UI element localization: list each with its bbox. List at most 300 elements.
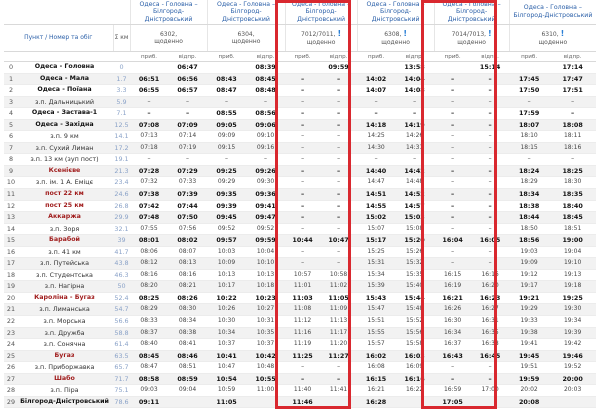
arrival-time: 09:09 — [207, 131, 246, 143]
row-index: 22 — [4, 316, 16, 328]
departure-time: 10:58 — [320, 269, 357, 281]
departure-time: – — [471, 96, 509, 108]
arrival-time: 10:09 — [207, 258, 246, 270]
table-row — [4, 131, 596, 143]
station-name-link[interactable]: пост 22 км — [16, 189, 113, 201]
arrival-time: 07:42 — [130, 200, 168, 212]
departure-time: – — [320, 154, 357, 166]
departure-time: – — [471, 165, 509, 177]
station-name-link[interactable]: Бугаз — [16, 350, 113, 362]
row-index: 21 — [4, 304, 16, 316]
arrival-time: 09:52 — [207, 223, 246, 235]
arrival-time: 11:03 — [285, 292, 320, 304]
departure-time: 09:59 — [320, 62, 357, 74]
train-route-title[interactable]: Одеса - Головна – Білгород-Дністровський — [509, 0, 596, 25]
arrival-time: 08:29 — [130, 304, 168, 316]
station-name-link[interactable]: з.п. Дружба — [16, 327, 113, 339]
station-name-link[interactable]: з.п. Приборжавка — [16, 362, 113, 374]
arrival-time — [285, 62, 320, 74]
arrival-time: 11:25 — [285, 350, 320, 362]
station-name-link[interactable]: Кароліна - Бугаз — [16, 292, 113, 304]
departure-time: 15:44 — [395, 292, 434, 304]
km-value: 19.1 — [113, 154, 130, 166]
km-value: 41.7 — [113, 246, 130, 258]
arrival-time: 10:57 — [285, 269, 320, 281]
km-value: 50 — [113, 281, 130, 293]
train-route-title[interactable]: Одеса - Головна – Білгород-Дністровський — [434, 0, 509, 25]
km-value: 58.8 — [113, 327, 130, 339]
arrival-time: – — [285, 373, 320, 385]
arrival-time — [434, 62, 471, 74]
departure-time: 14:57 — [395, 200, 434, 212]
train-route-title[interactable]: Одеса - Головна – Білгород-Дністровський — [285, 0, 357, 25]
row-index: 25 — [4, 350, 16, 362]
arrival-time: – — [285, 131, 320, 143]
departure-time: 10:35 — [246, 327, 285, 339]
departure-time: – — [320, 73, 357, 85]
departure-time: 16:05 — [471, 235, 509, 247]
departure-time: 17:00 — [471, 385, 509, 397]
departure-time: 15:35 — [395, 269, 434, 281]
departure-time: 14:52 — [395, 189, 434, 201]
arrival-label: приб. — [285, 52, 320, 62]
station-name-link[interactable]: з.п. Сухий Лиман — [16, 142, 113, 154]
station-name-link[interactable]: Одеса - Мала — [16, 73, 113, 85]
station-name-link[interactable]: пост 25 км — [16, 200, 113, 212]
arrival-time: 15:47 — [357, 304, 395, 316]
km-column-header: Σ км — [113, 25, 130, 52]
km-value: 3.3 — [113, 85, 130, 97]
arrival-time: 09:03 — [130, 385, 168, 397]
departure-time: 08:48 — [246, 85, 285, 97]
departure-time: 11:09 — [320, 304, 357, 316]
departure-time: 08:30 — [168, 304, 207, 316]
station-name-link[interactable]: Аккаржа — [16, 212, 113, 224]
arrival-time: 09:05 — [207, 119, 246, 131]
arrival-time: 11:12 — [285, 316, 320, 328]
departure-time: 20:00 — [549, 373, 596, 385]
arrival-time: 06:51 — [130, 73, 168, 85]
arrival-time: – — [434, 373, 471, 385]
station-name-link[interactable]: з.п. 9 км — [16, 131, 113, 143]
arrival-time: 09:29 — [207, 177, 246, 189]
departure-time: 16:03 — [395, 350, 434, 362]
departure-time: 08:34 — [168, 316, 207, 328]
station-name-link[interactable]: з.п. Студентська — [16, 269, 113, 281]
departure-time: 16:20 — [471, 281, 509, 293]
departure-time: 10:18 — [246, 281, 285, 293]
arrival-time: – — [434, 96, 471, 108]
departure-label: відпр. — [168, 52, 207, 62]
departure-time: 18:25 — [549, 165, 596, 177]
departure-time: 17:14 — [549, 62, 596, 74]
arrival-time: – — [285, 200, 320, 212]
departure-time: 15:03 — [395, 212, 434, 224]
km-value: 46.3 — [113, 269, 130, 281]
arrival-time: 08:12 — [130, 258, 168, 270]
arrival-time: 19:21 — [509, 292, 549, 304]
arrival-time: 16:34 — [434, 327, 471, 339]
departure-time: 09:59 — [246, 235, 285, 247]
station-name-link[interactable]: Одеса - Головна — [16, 62, 113, 74]
station-name-link[interactable]: з.п. Путейська — [16, 258, 113, 270]
km-value: 26.8 — [113, 200, 130, 212]
arrival-time: 06:55 — [130, 85, 168, 97]
departure-time: 10:23 — [246, 292, 285, 304]
row-index: 0 — [4, 62, 16, 74]
arrival-time: – — [130, 108, 168, 120]
table-row — [4, 258, 596, 270]
arrival-label: приб. — [207, 52, 246, 62]
arrival-time: 11:16 — [285, 327, 320, 339]
blank-cell — [4, 52, 130, 62]
departure-time: 09:06 — [246, 119, 285, 131]
arrival-time: 09:39 — [207, 200, 246, 212]
info-icon[interactable]: ! — [337, 29, 342, 39]
info-icon[interactable]: ! — [403, 29, 407, 39]
train-number-header-row — [4, 25, 596, 52]
arrival-time: 18:24 — [509, 165, 549, 177]
arrival-time — [509, 62, 549, 74]
table-row — [4, 281, 596, 293]
train-route-header-row — [4, 0, 596, 25]
info-icon[interactable]: ! — [560, 29, 565, 39]
arrival-time: 17:45 — [509, 73, 549, 85]
station-name-link[interactable]: Білгород-Дністровський — [16, 396, 113, 408]
departure-time: 16:35 — [471, 327, 509, 339]
arrival-time: 07:08 — [130, 119, 168, 131]
arrival-time: 19:45 — [509, 350, 549, 362]
row-index: 29 — [4, 396, 16, 408]
arrival-time: 14:51 — [357, 189, 395, 201]
arrival-time: – — [434, 131, 471, 143]
departure-time: 11:27 — [320, 350, 357, 362]
station-name-link[interactable]: з.п. Сонячна — [16, 339, 113, 351]
arrival-time: 10:03 — [207, 246, 246, 258]
departure-time: 08:13 — [168, 258, 207, 270]
departure-time: – — [320, 165, 357, 177]
departure-time: 18:30 — [549, 177, 596, 189]
train-regime: щоденно — [306, 38, 336, 46]
arrival-time: – — [285, 258, 320, 270]
km-value: 71.7 — [113, 373, 130, 385]
km-value: 78.6 — [113, 396, 130, 408]
arrival-time: 16:04 — [434, 235, 471, 247]
arrival-time: 14:25 — [357, 131, 395, 143]
arrival-time — [207, 62, 246, 74]
departure-time: 14:42 — [395, 165, 434, 177]
km-value: 17.2 — [113, 142, 130, 154]
departure-time: 06:56 — [168, 73, 207, 85]
arrival-time: 16:26 — [434, 304, 471, 316]
departure-time: 09:26 — [246, 165, 285, 177]
row-index: 23 — [4, 327, 16, 339]
departure-time — [549, 396, 596, 408]
arrival-time: – — [434, 258, 471, 270]
arrival-time: 15:31 — [357, 258, 395, 270]
arrival-time: 08:43 — [207, 73, 246, 85]
table-row — [4, 108, 596, 120]
departure-time: 07:14 — [168, 131, 207, 143]
departure-time: 07:39 — [168, 189, 207, 201]
departure-time: – — [471, 142, 509, 154]
departure-time: – — [549, 96, 596, 108]
departure-time: 17:51 — [549, 85, 596, 97]
arrival-time: 14:47 — [357, 177, 395, 189]
arrival-time: 19:59 — [509, 373, 549, 385]
train-number: 6302, — [159, 30, 178, 38]
arrival-time: 19:17 — [509, 281, 549, 293]
departure-time: – — [549, 108, 596, 120]
table-row — [4, 212, 596, 224]
station-name-link[interactable]: Одеса - Поїана — [16, 85, 113, 97]
departure-time: 15:08 — [395, 223, 434, 235]
departure-time: – — [395, 108, 434, 120]
departure-time: – — [471, 119, 509, 131]
departure-time: 09:36 — [246, 189, 285, 201]
departure-time: 19:04 — [549, 246, 596, 258]
departure-label: відпр. — [549, 52, 596, 62]
arrival-time: 19:51 — [509, 362, 549, 374]
departure-time: – — [320, 373, 357, 385]
arrival-label: приб. — [130, 52, 168, 62]
arrival-time: – — [285, 85, 320, 97]
departure-time: – — [395, 154, 434, 166]
arrival-time: – — [434, 177, 471, 189]
row-index: 15 — [4, 235, 16, 247]
table-row — [4, 200, 596, 212]
departure-time: 09:10 — [246, 131, 285, 143]
departure-time: 14:04 — [395, 73, 434, 85]
station-name-link[interactable]: з.п. Піра — [16, 385, 113, 397]
arrival-time: 16:15 — [434, 269, 471, 281]
table-row — [4, 177, 596, 189]
info-icon[interactable]: ! — [487, 29, 492, 39]
station-name-link[interactable]: з.п. 41 км — [16, 246, 113, 258]
station-name-link[interactable]: Одеса - Застава-1 — [16, 108, 113, 120]
arrival-time: 07:13 — [130, 131, 168, 143]
departure-time: 08:26 — [168, 292, 207, 304]
departure-time: 18:11 — [549, 131, 596, 143]
arrival-time: – — [434, 362, 471, 374]
departure-time: 10:04 — [246, 246, 285, 258]
table-row — [4, 165, 596, 177]
arrival-time: 08:47 — [207, 85, 246, 97]
arrival-time: 19:03 — [509, 246, 549, 258]
departure-time: – — [320, 119, 357, 131]
schedule-table — [4, 0, 596, 408]
arrival-time: 19:38 — [509, 327, 549, 339]
table-row — [4, 154, 596, 166]
departure-time: 10:55 — [246, 373, 285, 385]
arrival-time: 11:08 — [285, 304, 320, 316]
train-number: 6308, — [384, 31, 402, 39]
arrival-time: 07:48 — [130, 212, 168, 224]
km-value: 1.7 — [113, 73, 130, 85]
departure-time: 10:27 — [246, 304, 285, 316]
departure-time: 13:58 — [395, 62, 434, 74]
departure-time: 10:13 — [246, 269, 285, 281]
departure-time: – — [320, 142, 357, 154]
arrival-time: – — [285, 177, 320, 189]
arrival-time: – — [434, 142, 471, 154]
departure-time — [168, 396, 207, 408]
table-row — [4, 246, 596, 258]
table-row — [4, 327, 596, 339]
arrival-time: – — [357, 154, 395, 166]
station-name-link[interactable]: Барабой — [16, 235, 113, 247]
arrival-time: 11:40 — [285, 385, 320, 397]
arrival-time: – — [285, 154, 320, 166]
station-name-link[interactable]: Шабо — [16, 373, 113, 385]
departure-time: 07:44 — [168, 200, 207, 212]
departure-time: 16:45 — [471, 350, 509, 362]
departure-time: 15:32 — [395, 258, 434, 270]
departure-time: 08:59 — [168, 373, 207, 385]
arrival-time: – — [434, 154, 471, 166]
station-name-link[interactable]: з.п. Нагірна — [16, 281, 113, 293]
schedule-rows — [4, 62, 596, 408]
arrival-time: – — [285, 73, 320, 85]
departure-time: 07:09 — [168, 119, 207, 131]
departure-time: 08:46 — [168, 350, 207, 362]
station-name-link[interactable]: з.п. Морська — [16, 316, 113, 328]
departure-time: 20:03 — [549, 385, 596, 397]
departure-time: 15:58 — [395, 339, 434, 351]
departure-time: 15:56 — [395, 327, 434, 339]
table-row — [4, 73, 596, 85]
departure-time: 19:25 — [549, 292, 596, 304]
departure-time: 06:57 — [168, 85, 207, 97]
arrival-label: приб. — [434, 52, 471, 62]
arrival-time: 10:44 — [285, 235, 320, 247]
departure-label: відпр. — [395, 52, 434, 62]
arrival-time: 14:02 — [357, 73, 395, 85]
departure-time: 09:52 — [246, 223, 285, 235]
arrival-time: 08:45 — [130, 350, 168, 362]
departure-time: – — [320, 223, 357, 235]
table-row — [4, 292, 596, 304]
arrival-time: 10:41 — [207, 350, 246, 362]
km-value: 43.8 — [113, 258, 130, 270]
train-regime: щоденно — [381, 38, 410, 46]
departure-time: 11:20 — [320, 339, 357, 351]
arrival-time: 18:07 — [509, 119, 549, 131]
arrival-time: 16:30 — [434, 316, 471, 328]
station-name-link[interactable]: з.п. Дальницький — [16, 96, 113, 108]
departure-time: – — [471, 189, 509, 201]
arrival-time: 09:57 — [207, 235, 246, 247]
departure-time: – — [320, 200, 357, 212]
arrival-time: – — [434, 200, 471, 212]
arrival-time: 17:05 — [434, 396, 471, 408]
departure-time: 14:48 — [395, 177, 434, 189]
departure-time: – — [471, 200, 509, 212]
arrival-time: 10:26 — [207, 304, 246, 316]
arrival-time: 09:11 — [130, 396, 168, 408]
arrival-time: 15:43 — [357, 292, 395, 304]
station-name-link[interactable]: з.п. ім. 1 А. Еміцє — [16, 177, 113, 189]
arrival-time: 11:01 — [285, 281, 320, 293]
km-value: 65.7 — [113, 362, 130, 374]
arrival-time: 08:16 — [130, 269, 168, 281]
departure-time: 15:20 — [395, 235, 434, 247]
table-row — [4, 189, 596, 201]
table-row — [4, 96, 596, 108]
station-name-link[interactable]: з.п. Лиманська — [16, 304, 113, 316]
arrival-time: – — [285, 142, 320, 154]
departure-time: – — [549, 154, 596, 166]
km-value: 61.4 — [113, 339, 130, 351]
arrival-time: 19:12 — [509, 269, 549, 281]
station-name-link[interactable]: з.п. 13 км (зуп пост) — [16, 154, 113, 166]
row-index: 14 — [4, 223, 16, 235]
arrival-time: 15:17 — [357, 235, 395, 247]
arrival-time: 07:18 — [130, 142, 168, 154]
departure-time: 18:40 — [549, 200, 596, 212]
train-route-title[interactable]: Одеса - Головна – Білгород-Дністровський — [130, 0, 207, 25]
arrival-time: 08:58 — [130, 373, 168, 385]
arrival-time: – — [434, 246, 471, 258]
arrival-time: – — [130, 96, 168, 108]
row-index: 24 — [4, 339, 16, 351]
arrival-time: 08:37 — [130, 327, 168, 339]
arrival-time: 10:47 — [207, 362, 246, 374]
departure-time: 15:48 — [395, 304, 434, 316]
table-row — [4, 235, 596, 247]
row-index: 28 — [4, 385, 16, 397]
departure-time: – — [168, 96, 207, 108]
train-route-title[interactable]: Одеса - Головна – Білгород-Дністровський — [357, 0, 434, 25]
departure-time: – — [168, 108, 207, 120]
row-index: 4 — [4, 108, 16, 120]
departure-time: 16:23 — [471, 292, 509, 304]
departure-time: 15:52 — [395, 316, 434, 328]
arrival-time: – — [357, 108, 395, 120]
arrival-time: 16:21 — [357, 385, 395, 397]
arrival-time: 11:19 — [285, 339, 320, 351]
departure-time: 09:30 — [246, 177, 285, 189]
departure-time: 08:38 — [168, 327, 207, 339]
arrival-time: 15:07 — [357, 223, 395, 235]
row-index: 7 — [4, 142, 16, 154]
km-value: 5.9 — [113, 96, 130, 108]
row-index: 13 — [4, 212, 16, 224]
train-number-cell — [509, 25, 596, 52]
row-index: 6 — [4, 131, 16, 143]
arrival-time: 10:59 — [207, 385, 246, 397]
station-name-link[interactable]: з.п. Зоря — [16, 223, 113, 235]
arrival-time: 16:02 — [357, 350, 395, 362]
arrival-time: 08:25 — [130, 292, 168, 304]
train-number: 7012/7011, — [301, 31, 336, 39]
train-number-cell — [207, 25, 285, 52]
km-value: 12.5 — [113, 119, 130, 131]
departure-time: 19:42 — [549, 339, 596, 351]
departure-time: – — [168, 154, 207, 166]
row-index: 20 — [4, 292, 16, 304]
train-regime: щоденно — [154, 38, 183, 45]
km-value: 54.7 — [113, 304, 130, 316]
station-name-link[interactable]: Ксенієве — [16, 165, 113, 177]
arrival-time: – — [285, 189, 320, 201]
arrival-time: 16:59 — [434, 385, 471, 397]
train-route-title[interactable]: Одеса - Головна – Білгород-Дністровський — [207, 0, 285, 25]
station-name-link[interactable]: Одеса - Західна — [16, 119, 113, 131]
km-value: 24.6 — [113, 189, 130, 201]
train-number-cell — [130, 25, 207, 52]
departure-time: – — [320, 131, 357, 143]
